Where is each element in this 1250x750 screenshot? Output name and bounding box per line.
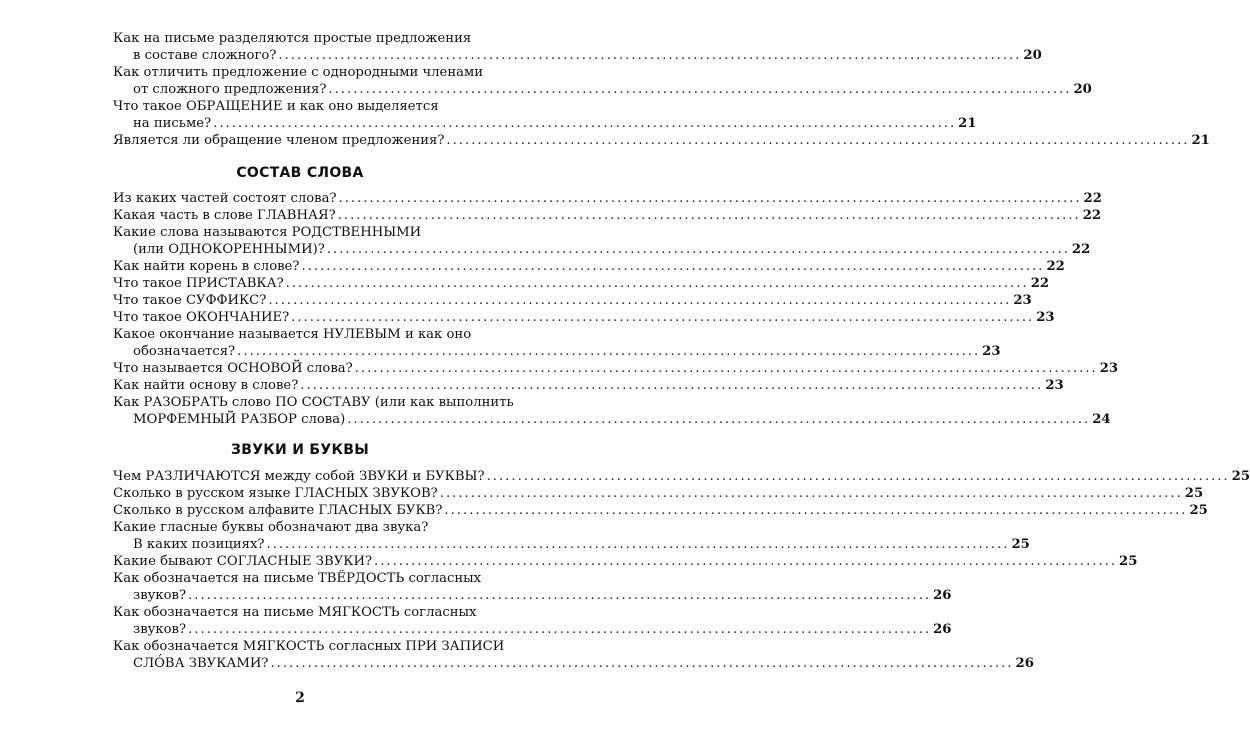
toc-entry <box>113 132 1210 149</box>
toc-entry-line <box>113 638 513 655</box>
toc-entry-text: (или ОДНОКОРЕННЫМИ)? <box>133 242 325 257</box>
toc-entry <box>113 360 1119 377</box>
dot-leader: ........................................................................................................................ <box>328 82 1072 97</box>
toc-entry-text: звуков? <box>133 588 187 603</box>
toc-entry-text: Что называется ОСНОВОЙ слова? <box>113 361 353 376</box>
toc-entry-line <box>113 81 1092 98</box>
toc-page-number: 20 <box>1073 82 1092 97</box>
toc-entry-line <box>113 485 1204 502</box>
dot-leader: ........................................................................................................................ <box>347 412 1091 427</box>
toc-entry-text: Сколько в русском языке ГЛАСНЫХ ЗВУКОВ? <box>113 486 438 501</box>
toc-entry <box>113 553 1138 570</box>
toc-entry-line <box>113 621 952 638</box>
dot-leader: ........................................................................................................................ <box>278 48 1022 63</box>
toc-entry-line <box>113 30 513 47</box>
dot-leader: ........................................................................................................................ <box>486 469 1230 484</box>
toc-page-number: 22 <box>1082 208 1102 223</box>
dot-leader: ........................................................................................................................ <box>326 242 1070 257</box>
toc-page-number: 26 <box>1015 656 1034 671</box>
toc-entry <box>113 604 952 638</box>
toc-entry-line <box>113 394 513 411</box>
toc-entry-text: Что такое ОКОНЧАНИЕ? <box>113 310 290 325</box>
toc-entry-text: Какие слова называются РОДСТВЕННЫМИ <box>113 225 422 240</box>
toc-page-number: 22 <box>1083 191 1102 206</box>
dot-leader: ........................................................................................................................ <box>188 622 932 637</box>
toc-entry-text: в составе сложного? <box>133 48 277 63</box>
toc-entry-line <box>113 536 1030 553</box>
toc-entry-text: СЛО́ВА ЗВУКАМИ? <box>133 656 269 671</box>
toc-entry <box>113 30 1042 64</box>
dot-leader: ........................................................................................................................ <box>285 276 1029 291</box>
dot-leader: ........................................................................................................................ <box>268 293 1012 308</box>
toc-page-number: 22 <box>1071 242 1091 257</box>
dot-leader: ........................................................................................................................ <box>446 133 1190 148</box>
toc-entry-line <box>113 241 1091 258</box>
toc-entry <box>113 570 952 604</box>
dot-leader: ........................................................................................................................ <box>300 378 1044 393</box>
toc-block-sounds-letters <box>113 468 1250 672</box>
toc-entry-text: Как обозначается на письме МЯГКОСТЬ согласных <box>113 605 477 620</box>
toc-entry-line <box>113 604 513 621</box>
toc-entry-line <box>113 292 1032 309</box>
toc-entry <box>113 502 1208 519</box>
dot-leader: ........................................................................................................................ <box>270 656 1014 671</box>
toc-entry <box>113 190 1102 207</box>
toc-entry-text: Что такое ПРИСТАВКА? <box>113 276 284 291</box>
toc-page-number: 23 <box>1099 361 1119 376</box>
toc-page-number: 26 <box>933 588 952 603</box>
dot-leader: ........................................................................................................................ <box>337 208 1081 223</box>
toc-entry-line <box>113 502 1208 519</box>
toc-page-number: 24 <box>1092 412 1111 427</box>
dot-leader: ........................................................................................................................ <box>338 191 1082 206</box>
toc-block-word-composition <box>113 190 1119 428</box>
dot-leader: ........................................................................................................................ <box>444 503 1188 518</box>
toc-entry-line <box>113 655 1034 672</box>
toc-page-number: 23 <box>1013 293 1032 308</box>
dot-leader: ........................................................................................................................ <box>291 310 1035 325</box>
toc-entry <box>113 519 1030 553</box>
toc-entry-text: Как обозначается МЯГКОСТЬ согласных ПРИ ЗАПИСИ <box>113 639 505 654</box>
toc-entry <box>113 326 1001 360</box>
toc-entry-text: Что такое СУФФИКС? <box>113 293 267 308</box>
toc-entry-line <box>113 553 1138 570</box>
toc-page-number: 21 <box>958 116 977 131</box>
toc-entry-text: Какое окончание называется НУЛЕВЫМ и как оно <box>113 327 472 342</box>
toc-entry-line <box>113 258 1065 275</box>
toc-entry <box>113 292 1032 309</box>
toc-entry-line <box>113 224 513 241</box>
section-title-sounds-letters: ЗВУКИ И БУКВЫ <box>230 442 370 458</box>
toc-page-number: 21 <box>1191 133 1210 148</box>
dot-leader: ........................................................................................................................ <box>237 344 981 359</box>
toc-page-number: 22 <box>1046 259 1065 274</box>
toc-page-number: 25 <box>1231 469 1250 484</box>
toc-entry-text: Как найти основу в слове? <box>113 378 299 393</box>
toc-entry-line <box>113 98 513 115</box>
toc-entry <box>113 258 1065 275</box>
toc-entry-line <box>113 326 513 343</box>
toc-entry <box>113 224 1091 258</box>
toc-entry-line <box>113 47 1042 64</box>
toc-entry-text: Как обозначается на письме ТВЁРДОСТЬ согласных <box>113 571 482 586</box>
toc-entry-text: Как отличить предложение с однородными членами <box>113 65 484 80</box>
toc-page-number: 23 <box>982 344 1001 359</box>
toc-entry <box>113 394 1111 428</box>
section-title-word-composition: СОСТАВ СЛОВА <box>236 165 364 181</box>
toc-page-number: 25 <box>1119 554 1138 569</box>
toc-entry-line <box>113 190 1102 207</box>
toc-page-number: 26 <box>933 622 952 637</box>
toc-page-number: 25 <box>1189 503 1208 518</box>
toc-entry-text: Что такое ОБРАЩЕНИЕ и как оно выделяется <box>113 99 439 114</box>
toc-entry-line <box>113 309 1055 326</box>
toc-entry-text: Как на письме разделяются простые предложения <box>113 31 472 46</box>
toc-page-number: 23 <box>1045 378 1064 393</box>
dot-leader: ........................................................................................................................ <box>301 259 1045 274</box>
dot-leader: ........................................................................................................................ <box>374 554 1118 569</box>
toc-page-number: 25 <box>1011 537 1030 552</box>
toc-entry-line <box>113 275 1050 292</box>
toc-entry <box>113 638 1034 672</box>
dot-leader: ........................................................................................................................ <box>439 486 1183 501</box>
dot-leader: ........................................................................................................................ <box>213 116 957 131</box>
toc-entry-text: звуков? <box>133 622 187 637</box>
toc-page-number: 25 <box>1184 486 1204 501</box>
toc-entry-text: от сложного предложения? <box>133 82 327 97</box>
toc-entry-text: Является ли обращение членом предложения? <box>113 133 445 148</box>
toc-entry <box>113 207 1102 224</box>
toc-entry-line <box>113 570 513 587</box>
toc-entry-line <box>113 343 1001 360</box>
toc-entry-text: обозначается? <box>133 344 236 359</box>
toc-block-sentences <box>113 30 1210 149</box>
toc-entry-line <box>113 115 977 132</box>
toc-entry-line <box>113 411 1111 428</box>
toc-entry-line <box>113 132 1210 149</box>
toc-entry-text: Как найти корень в слове? <box>113 259 300 274</box>
dot-leader: ........................................................................................................................ <box>354 361 1098 376</box>
toc-entry <box>113 275 1050 292</box>
toc-entry-text: Какая часть в слове ГЛАВНАЯ? <box>113 208 336 223</box>
toc-page-number: 23 <box>1036 310 1055 325</box>
page-number: 2 <box>295 690 305 706</box>
toc-entry-line <box>113 587 952 604</box>
toc-entry <box>113 377 1064 394</box>
toc-entry <box>113 98 977 132</box>
toc-entry-text: Сколько в русском алфавите ГЛАСНЫХ БУКВ? <box>113 503 443 518</box>
toc-entry <box>113 309 1055 326</box>
toc-entry-text: Какие бывают СОГЛАСНЫЕ ЗВУКИ? <box>113 554 373 569</box>
toc-entry-line <box>113 519 513 536</box>
dot-leader: ........................................................................................................................ <box>266 537 1010 552</box>
toc-entry-text: на письме? <box>133 116 212 131</box>
toc-entry <box>113 468 1250 485</box>
toc-entry-line <box>113 64 513 81</box>
toc-page-number: 22 <box>1030 276 1050 291</box>
toc-page-number: 20 <box>1023 48 1042 63</box>
toc-entry-line <box>113 468 1250 485</box>
toc-entry-text: Как РАЗОБРАТЬ слово ПО СОСТАВУ (или как выполнить <box>113 395 514 410</box>
toc-entry-text: Из каких частей состоят слова? <box>113 191 337 206</box>
dot-leader: ........................................................................................................................ <box>188 588 932 603</box>
toc-entry-line <box>113 377 1064 394</box>
toc-entry-text: Чем РАЗЛИЧАЮТСЯ между собой ЗВУКИ и БУКВЫ? <box>113 469 485 484</box>
toc-entry-text: В каких позициях? <box>133 537 265 552</box>
toc-entry <box>113 485 1204 502</box>
toc-entry <box>113 64 1092 98</box>
toc-entry-text: МОРФЕМНЫЙ РАЗБОР слова) <box>133 412 346 427</box>
toc-entry-line <box>113 360 1119 377</box>
toc-entry-line <box>113 207 1102 224</box>
toc-entry-text: Какие гласные буквы обозначают два звука? <box>113 520 429 535</box>
